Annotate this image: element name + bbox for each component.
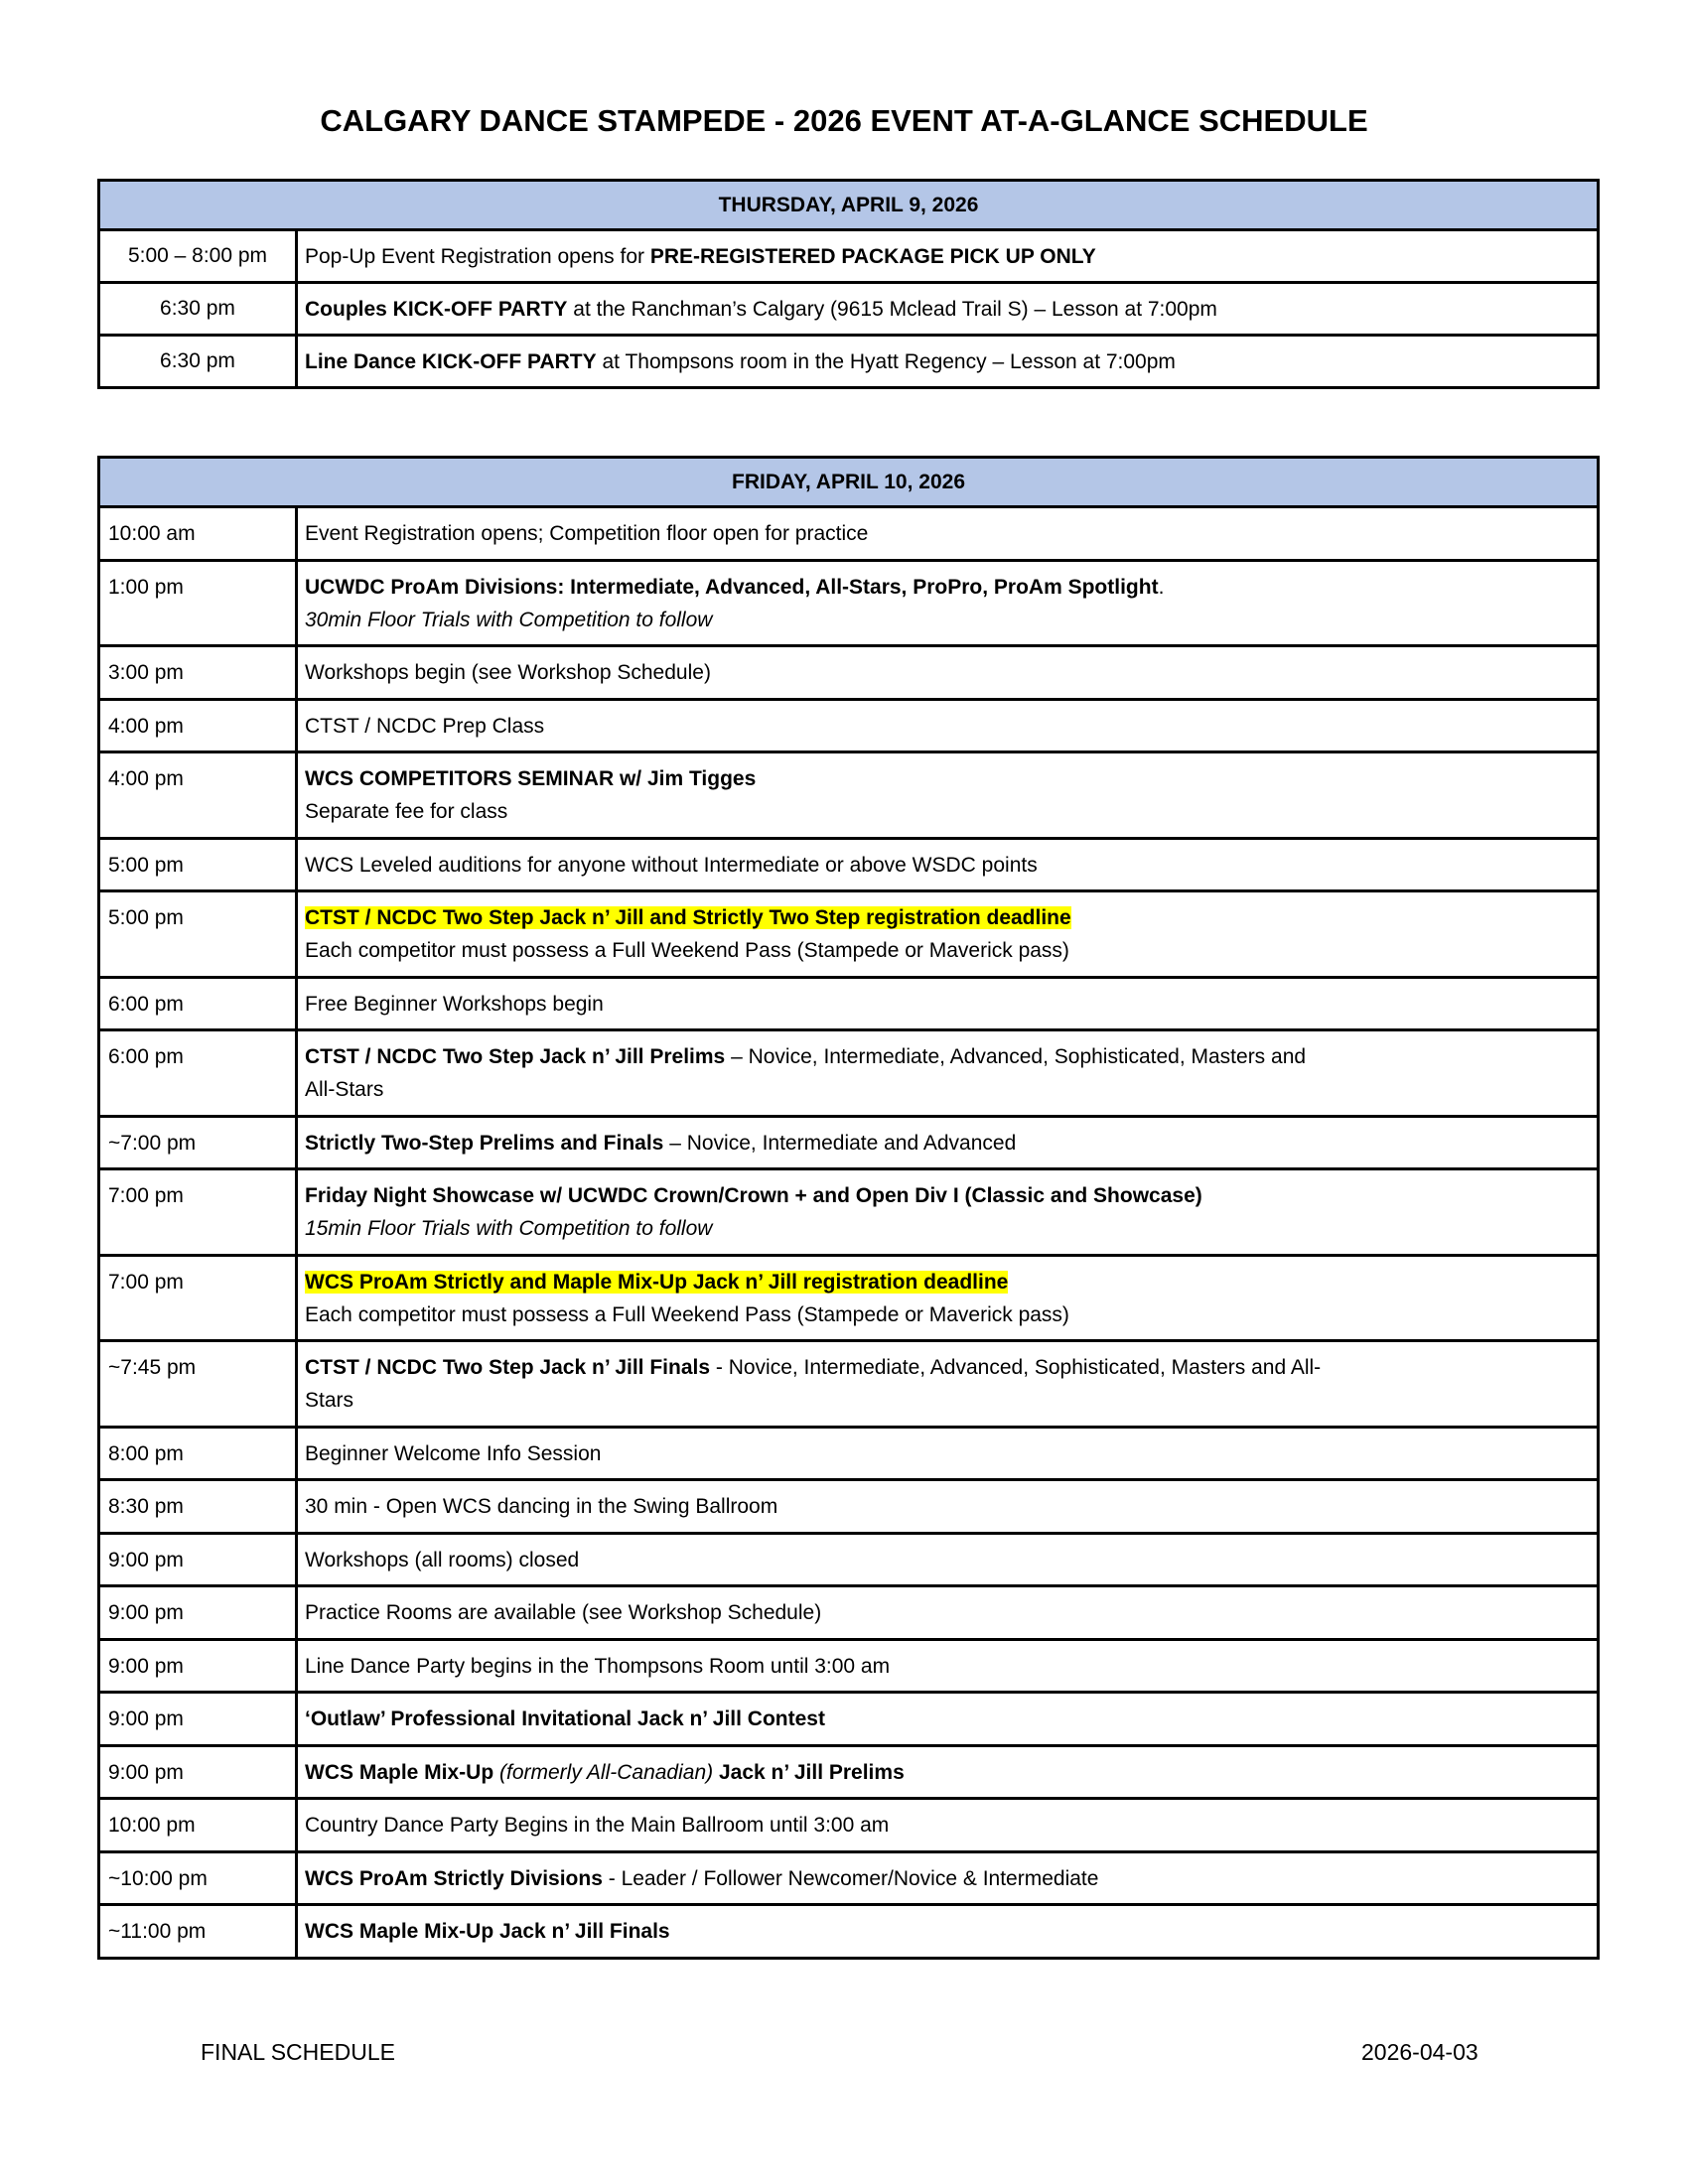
schedule-row — [99, 1799, 1599, 1852]
description-line — [305, 240, 1597, 273]
schedule-row — [99, 1851, 1599, 1905]
description-line — [305, 1179, 1597, 1212]
event-description — [297, 1533, 1599, 1586]
event-description — [297, 891, 1599, 978]
description-line — [305, 293, 1597, 326]
event-time: 9:00 pm — [99, 1693, 297, 1746]
description-text: 30 min - Open WCS dancing in the Swing Ballroom — [305, 1495, 778, 1518]
event-description — [297, 1030, 1599, 1117]
description-text: All-Stars — [305, 1078, 384, 1101]
description-line — [305, 1437, 1597, 1470]
event-description — [297, 646, 1599, 700]
event-description — [297, 1851, 1599, 1905]
description-line — [305, 571, 1597, 604]
event-time: 6:30 pm — [99, 283, 297, 336]
description-text: Couples KICK-OFF PARTY — [305, 297, 568, 321]
event-description — [297, 1586, 1599, 1640]
description-text: Each competitor must possess a Full Weekend Pass (Stampede or Maverick pass) — [305, 1302, 1069, 1326]
page-title: CALGARY DANCE STAMPEDE - 2026 EVENT AT-A-GLANCE SCHEDULE — [320, 103, 1368, 138]
description-line — [305, 901, 1597, 934]
event-time: 10:00 am — [99, 507, 297, 561]
description-text: CTST / NCDC Two Step Jack n’ Jill Finals — [305, 1356, 711, 1379]
highlighted-deadline-text: WCS ProAm Strictly and Maple Mix-Up Jack n’ Jill registration deadline — [305, 1270, 1009, 1294]
description-line — [305, 795, 1597, 828]
description-text: Jack n’ Jill Prelims — [713, 1760, 905, 1784]
description-line — [305, 988, 1597, 1021]
event-description — [297, 699, 1599, 752]
event-time: 6:00 pm — [99, 977, 297, 1030]
description-text: – Novice, Intermediate and Advanced — [663, 1131, 1017, 1155]
description-text: 30min Floor Trials with Competition to follow — [305, 608, 713, 631]
event-description — [297, 1799, 1599, 1852]
description-text: at the Ranchman’s Calgary (9615 Mclead Trail S) – Lesson at 7:00pm — [567, 297, 1217, 321]
event-description — [297, 1693, 1599, 1746]
description-line — [305, 1596, 1597, 1629]
description-text: at Thompsons room in the Hyatt Regency – Lesson at 7:00pm — [596, 349, 1176, 373]
description-line — [305, 1703, 1597, 1735]
day-header-thursday: THURSDAY, APRIL 9, 2026 — [99, 181, 1599, 230]
schedule-row — [99, 1030, 1599, 1117]
description-text: PRE-REGISTERED PACKAGE PICK UP ONLY — [649, 244, 1096, 268]
event-description — [297, 230, 1599, 283]
event-description — [297, 1480, 1599, 1534]
description-line — [305, 1650, 1597, 1683]
description-line — [305, 656, 1597, 689]
event-time: 1:00 pm — [99, 560, 297, 646]
description-line — [305, 1490, 1597, 1523]
description-line — [305, 934, 1597, 967]
description-line — [305, 1384, 1597, 1417]
schedule-row — [99, 1427, 1599, 1480]
description-line — [305, 710, 1597, 743]
description-text: Each competitor must possess a Full Weekend Pass (Stampede or Maverick pass) — [305, 939, 1069, 962]
event-time: 6:30 pm — [99, 336, 297, 388]
description-text: – Novice, Intermediate, Advanced, Sophisticated, Masters and — [725, 1045, 1307, 1068]
schedule-row — [99, 1639, 1599, 1693]
event-description — [297, 1639, 1599, 1693]
schedule-row — [99, 507, 1599, 561]
description-line — [305, 1862, 1597, 1895]
event-time: 5:00 – 8:00 pm — [99, 230, 297, 283]
description-line — [305, 517, 1597, 550]
description-text: CTST / NCDC Two Step Jack n’ Jill Prelims — [305, 1045, 726, 1068]
description-text: WCS Maple Mix-Up — [305, 1760, 494, 1784]
thursday-schedule-table — [97, 179, 1600, 389]
event-time: ~7:00 pm — [99, 1116, 297, 1169]
event-time: 8:30 pm — [99, 1480, 297, 1534]
schedule-row — [99, 699, 1599, 752]
description-text: - Leader / Follower Newcomer/Novice & Intermediate — [602, 1866, 1099, 1890]
description-text: Pop-Up Event Registration opens for — [305, 244, 650, 268]
footer-status: FINAL SCHEDULE — [201, 2039, 395, 2065]
schedule-row — [99, 646, 1599, 700]
schedule-row — [99, 1341, 1599, 1428]
description-text: Strictly Two-Step Prelims and Finals — [305, 1131, 664, 1155]
description-line — [305, 1756, 1597, 1789]
description-text: Separate fee for class — [305, 800, 508, 823]
description-line — [305, 762, 1597, 795]
description-line — [305, 604, 1597, 636]
schedule-row — [99, 1255, 1599, 1341]
description-line — [305, 849, 1597, 882]
description-text: Free Beginner Workshops begin — [305, 992, 604, 1016]
description-text: Workshops begin (see Workshop Schedule) — [305, 661, 711, 684]
event-description — [297, 1116, 1599, 1169]
description-line — [305, 1127, 1597, 1160]
schedule-row — [99, 230, 1599, 283]
event-description — [297, 283, 1599, 336]
schedule-row — [99, 838, 1599, 891]
event-description — [297, 1341, 1599, 1428]
event-time: 5:00 pm — [99, 891, 297, 978]
description-text: WCS Maple Mix-Up Jack n’ Jill Finals — [305, 1920, 670, 1943]
description-text: Friday Night Showcase w/ UCWDC Crown/Crown + and Open Div I (Classic and Showcase) — [305, 1184, 1202, 1207]
event-time: ~7:45 pm — [99, 1341, 297, 1428]
event-time: ~11:00 pm — [99, 1905, 297, 1959]
description-text: UCWDC ProAm Divisions: Intermediate, Advanced, All-Stars, ProPro, ProAm Spotlight — [305, 575, 1159, 599]
description-text: CTST / NCDC Prep Class — [305, 714, 545, 738]
schedule-row — [99, 1745, 1599, 1799]
event-description — [297, 560, 1599, 646]
description-text: . — [1158, 575, 1165, 599]
schedule-row — [99, 336, 1599, 388]
schedule-row — [99, 891, 1599, 978]
event-description — [297, 1905, 1599, 1959]
day-header-friday: FRIDAY, APRIL 10, 2026 — [99, 458, 1599, 507]
event-description — [297, 1745, 1599, 1799]
description-text: - Novice, Intermediate, Advanced, Sophisticated, Masters and All- — [710, 1356, 1322, 1379]
event-description — [297, 838, 1599, 891]
schedule-row — [99, 1116, 1599, 1169]
schedule-row — [99, 1586, 1599, 1640]
highlighted-deadline-text: CTST / NCDC Two Step Jack n’ Jill and Strictly Two Step registration deadline — [305, 906, 1071, 929]
schedule-row — [99, 752, 1599, 839]
description-line — [305, 1544, 1597, 1576]
schedule-row — [99, 977, 1599, 1030]
description-text: Practice Rooms are available (see Workshop Schedule) — [305, 1601, 822, 1624]
event-time: 9:00 pm — [99, 1586, 297, 1640]
event-description — [297, 336, 1599, 388]
event-time: 10:00 pm — [99, 1799, 297, 1852]
event-time: 9:00 pm — [99, 1745, 297, 1799]
description-line — [305, 1351, 1597, 1384]
event-time: 8:00 pm — [99, 1427, 297, 1480]
schedule-row — [99, 1693, 1599, 1746]
description-text: Event Registration opens; Competition floor open for practice — [305, 522, 869, 545]
event-time: 5:00 pm — [99, 838, 297, 891]
description-line — [305, 1915, 1597, 1948]
description-text: Country Dance Party Begins in the Main Ballroom until 3:00 am — [305, 1814, 890, 1837]
event-description — [297, 1169, 1599, 1256]
schedule-row — [99, 283, 1599, 336]
description-text: Line Dance KICK-OFF PARTY — [305, 349, 597, 373]
footer-date: 2026-04-03 — [1361, 2039, 1478, 2065]
description-text: WCS COMPETITORS SEMINAR w/ Jim Tigges — [305, 767, 757, 790]
event-description — [297, 1427, 1599, 1480]
event-description — [297, 977, 1599, 1030]
event-time: 7:00 pm — [99, 1169, 297, 1256]
description-text: Line Dance Party begins in the Thompsons Room until 3:00 am — [305, 1654, 891, 1678]
description-text: WCS Leveled auditions for anyone without Intermediate or above WSDC points — [305, 853, 1038, 877]
description-text: (formerly All-Canadian) — [493, 1760, 714, 1784]
event-time: 3:00 pm — [99, 646, 297, 700]
event-time: 4:00 pm — [99, 752, 297, 839]
schedule-row — [99, 560, 1599, 646]
event-time: ~10:00 pm — [99, 1851, 297, 1905]
description-line — [305, 1212, 1597, 1245]
description-line — [305, 1040, 1597, 1073]
event-time: 9:00 pm — [99, 1533, 297, 1586]
event-time: 6:00 pm — [99, 1030, 297, 1117]
description-text: Stars — [305, 1389, 354, 1412]
event-description — [297, 507, 1599, 561]
event-description — [297, 752, 1599, 839]
description-text: 15min Floor Trials with Competition to follow — [305, 1217, 713, 1240]
schedule-row — [99, 1533, 1599, 1586]
schedule-row — [99, 1905, 1599, 1959]
event-time: 4:00 pm — [99, 699, 297, 752]
description-text: ‘Outlaw’ Professional Invitational Jack n’ Jill Contest — [305, 1707, 825, 1730]
friday-schedule-table — [97, 456, 1600, 1960]
description-text: Workshops (all rooms) closed — [305, 1548, 580, 1571]
description-line — [305, 1073, 1597, 1106]
description-line — [305, 1266, 1597, 1298]
schedule-row — [99, 1169, 1599, 1256]
description-line — [305, 345, 1597, 378]
schedule-row — [99, 1480, 1599, 1534]
event-description — [297, 1255, 1599, 1341]
event-time: 7:00 pm — [99, 1255, 297, 1341]
description-line — [305, 1298, 1597, 1331]
description-text: WCS ProAm Strictly Divisions — [305, 1866, 603, 1890]
description-text: Beginner Welcome Info Session — [305, 1441, 602, 1465]
description-line — [305, 1809, 1597, 1842]
event-time: 9:00 pm — [99, 1639, 297, 1693]
